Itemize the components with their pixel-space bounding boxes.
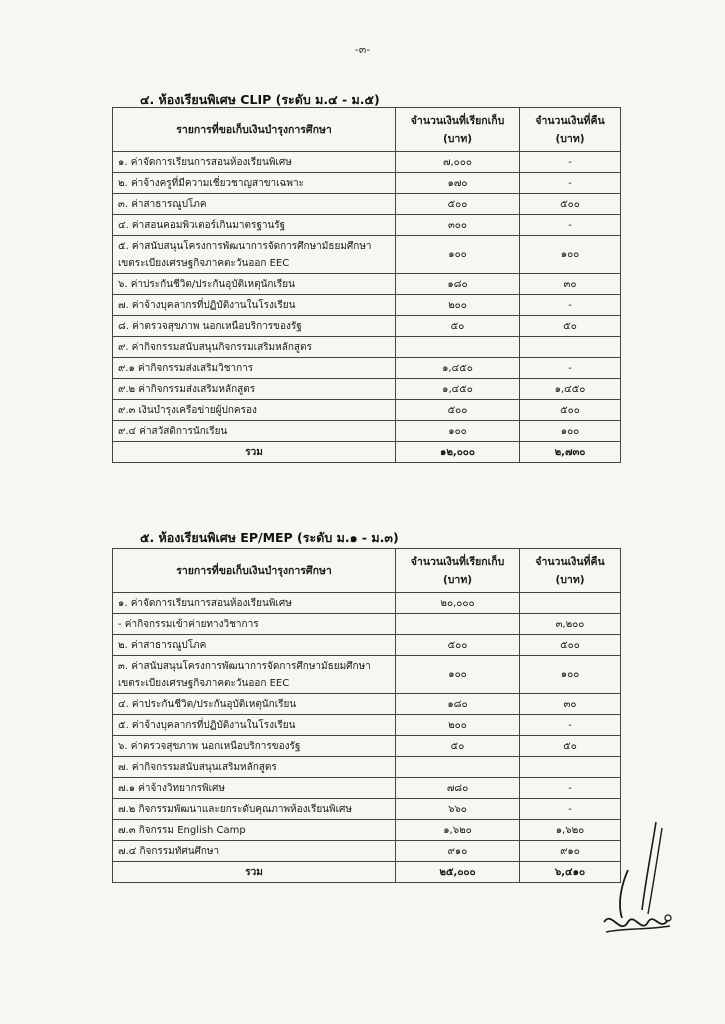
row-collect-amount: ๑๐๐ xyxy=(396,236,520,274)
header-collect-line2: (บาท) xyxy=(442,573,473,586)
page-number: -๓- xyxy=(354,43,371,56)
row-item: ๖. ค่าตรวจสุขภาพ นอกเหนือบริการของรัฐ xyxy=(113,736,396,757)
table-row xyxy=(113,337,621,358)
row-refund-amount xyxy=(520,593,621,614)
table-row xyxy=(113,820,621,841)
row-item: - ค่ากิจกรรมเข้าค่ายทางวิชาการ xyxy=(113,614,396,635)
row-item xyxy=(113,656,396,694)
section-title-clip: ๔. ห้องเรียนพิเศษ CLIP (ระดับ ม.๔ - ม.๕) xyxy=(140,92,380,107)
row-item-line1: ๕. ค่าสนับสนุนโครงการพัฒนาการจัดการศึกษามัธยมศึกษา xyxy=(118,240,372,252)
header-refund-line2: (บาท) xyxy=(555,132,585,145)
row-refund-amount: ๓๐ xyxy=(520,694,621,715)
row-item: ๔. ค่าสอนคอมพิวเตอร์เกินมาตรฐานรัฐ xyxy=(113,215,396,236)
row-collect-amount: ๕๐ xyxy=(396,736,520,757)
row-item: ๗.๓ กิจกรรม English Camp xyxy=(113,820,396,841)
total-label: รวม xyxy=(113,442,396,463)
row-collect-amount: ๑๐๐ xyxy=(396,421,520,442)
header-item: รายการที่ขอเก็บเงินบำรุงการศึกษา xyxy=(113,549,396,593)
row-collect-amount: ๑๗๐ xyxy=(396,173,520,194)
row-refund-amount: - xyxy=(520,215,621,236)
table-row xyxy=(113,593,621,614)
row-refund-amount: ๑,๔๕๐ xyxy=(520,379,621,400)
signature-image xyxy=(598,818,676,942)
total-refund-amount: ๒,๗๓๐ xyxy=(520,442,621,463)
table-row xyxy=(113,274,621,295)
header-refund xyxy=(520,549,621,593)
row-collect-amount: ๑,๖๒๐ xyxy=(396,820,520,841)
row-refund-amount: - xyxy=(520,778,621,799)
row-item: ๗. ค่ากิจกรรมสนับสนุนเสริมหลักสูตร xyxy=(113,757,396,778)
header-collect-line1: จำนวนเงินที่เรียกเก็บ xyxy=(410,114,505,127)
row-item: ๗.๔ กิจกรรมทัศนศึกษา xyxy=(113,841,396,862)
total-collect-amount: ๑๒,๐๐๐ xyxy=(396,442,520,463)
section-title-ep-mep: ๕. ห้องเรียนพิเศษ EP/MEP (ระดับ ม.๑ - ม.๓) xyxy=(140,530,399,545)
row-item-line2: เขตระเบียงเศรษฐกิจภาคตะวันออก EEC xyxy=(118,257,290,269)
row-refund-amount: ๕๐๐ xyxy=(520,400,621,421)
row-refund-amount: - xyxy=(520,715,621,736)
row-collect-amount: ๒๐๐ xyxy=(396,715,520,736)
row-collect-amount xyxy=(396,337,520,358)
row-collect-amount: ๑๘๐ xyxy=(396,274,520,295)
row-collect-amount: ๗,๐๐๐ xyxy=(396,152,520,173)
header-collect-line1: จำนวนเงินที่เรียกเก็บ xyxy=(410,555,505,568)
table-row xyxy=(113,635,621,656)
total-label: รวม xyxy=(113,862,396,883)
total-row xyxy=(113,442,621,463)
row-refund-amount: ๕๐๐ xyxy=(520,635,621,656)
table-row xyxy=(113,778,621,799)
table-row xyxy=(113,400,621,421)
row-refund-amount: ๑๐๐ xyxy=(520,236,621,274)
row-refund-amount xyxy=(520,337,621,358)
table-body xyxy=(113,593,621,883)
row-refund-amount: ๙๑๐ xyxy=(520,841,621,862)
table-row xyxy=(113,715,621,736)
table-row xyxy=(113,358,621,379)
row-refund-amount: - xyxy=(520,295,621,316)
row-refund-amount: - xyxy=(520,358,621,379)
row-collect-amount xyxy=(396,614,520,635)
table-row xyxy=(113,295,621,316)
fee-table-ep-mep xyxy=(112,548,621,883)
row-item: ๙.๑ ค่ากิจกรรมส่งเสริมวิชาการ xyxy=(113,358,396,379)
table-row xyxy=(113,421,621,442)
row-item: ๘. ค่าตรวจสุขภาพ นอกเหนือบริการของรัฐ xyxy=(113,316,396,337)
row-refund-amount: - xyxy=(520,152,621,173)
header-collect xyxy=(396,549,520,593)
row-item: ๒. ค่าจ้างครูที่มีความเชี่ยวชาญสาขาเฉพาะ xyxy=(113,173,396,194)
header-item: รายการที่ขอเก็บเงินบำรุงการศึกษา xyxy=(113,108,396,152)
row-item: ๕. ค่าจ้างบุคลากรที่ปฏิบัติงานในโรงเรียน xyxy=(113,715,396,736)
row-collect-amount: ๒๐,๐๐๐ xyxy=(396,593,520,614)
table-row xyxy=(113,379,621,400)
table-row xyxy=(113,736,621,757)
header-refund-line1: จำนวนเงินที่คืน xyxy=(535,114,605,127)
total-collect-amount: ๒๕,๐๐๐ xyxy=(396,862,520,883)
row-item: ๗. ค่าจ้างบุคลากรที่ปฏิบัติงานในโรงเรียน xyxy=(113,295,396,316)
row-refund-amount: ๑๐๐ xyxy=(520,656,621,694)
row-collect-amount: ๑๐๐ xyxy=(396,656,520,694)
row-collect-amount: ๕๐๐ xyxy=(396,400,520,421)
row-refund-amount: ๑๐๐ xyxy=(520,421,621,442)
row-item: ๗.๑ ค่าจ้างวิทยากรพิเศษ xyxy=(113,778,396,799)
table-row xyxy=(113,316,621,337)
table-row xyxy=(113,841,621,862)
table-row xyxy=(113,215,621,236)
row-item: ๓. ค่าสาธารณูปโภค xyxy=(113,194,396,215)
header-refund xyxy=(520,108,621,152)
row-refund-amount: ๓๐ xyxy=(520,274,621,295)
row-item: ๙.๒ ค่ากิจกรรมส่งเสริมหลักสูตร xyxy=(113,379,396,400)
table-row xyxy=(113,194,621,215)
table-row xyxy=(113,152,621,173)
table-row xyxy=(113,757,621,778)
table-row xyxy=(113,799,621,820)
table-row xyxy=(113,236,621,274)
row-refund-amount: ๕๐๐ xyxy=(520,194,621,215)
row-item xyxy=(113,236,396,274)
row-refund-amount: - xyxy=(520,799,621,820)
table-row xyxy=(113,694,621,715)
row-item: ๗.๒ กิจกรรมพัฒนาและยกระดับคุณภาพห้องเรียนพิเศษ xyxy=(113,799,396,820)
row-collect-amount: ๕๐๐ xyxy=(396,194,520,215)
row-refund-amount: ๑,๖๒๐ xyxy=(520,820,621,841)
header-refund-line2: (บาท) xyxy=(555,573,585,586)
row-item: ๔. ค่าประกันชีวิต/ประกันอุบัติเหตุนักเรียน xyxy=(113,694,396,715)
row-collect-amount: ๒๐๐ xyxy=(396,295,520,316)
row-item: ๒. ค่าสาธารณูปโภค xyxy=(113,635,396,656)
row-collect-amount: ๕๐๐ xyxy=(396,635,520,656)
row-refund-amount: ๕๐ xyxy=(520,736,621,757)
header-refund-line1: จำนวนเงินที่คืน xyxy=(535,555,605,568)
row-item-line2: เขตระเบียงเศรษฐกิจภาคตะวันออก EEC xyxy=(118,677,290,689)
table-body xyxy=(113,152,621,463)
row-item: ๑. ค่าจัดการเรียนการสอนห้องเรียนพิเศษ xyxy=(113,152,396,173)
header-collect-line2: (บาท) xyxy=(442,132,473,145)
row-refund-amount: ๓,๒๐๐ xyxy=(520,614,621,635)
header-collect xyxy=(396,108,520,152)
row-collect-amount: ๕๐ xyxy=(396,316,520,337)
row-item: ๙.๓ เงินบำรุงเครือข่ายผู้ปกครอง xyxy=(113,400,396,421)
table-row xyxy=(113,614,621,635)
row-collect-amount xyxy=(396,757,520,778)
table-row xyxy=(113,173,621,194)
fee-table-clip xyxy=(112,107,621,463)
total-row xyxy=(113,862,621,883)
table-row xyxy=(113,656,621,694)
row-refund-amount xyxy=(520,757,621,778)
row-item: ๖. ค่าประกันชีวิต/ประกันอุบัติเหตุนักเรียน xyxy=(113,274,396,295)
row-collect-amount: ๑,๔๕๐ xyxy=(396,358,520,379)
row-collect-amount: ๗๘๐ xyxy=(396,778,520,799)
row-item: ๙.๔ ค่าสวัสดิการนักเรียน xyxy=(113,421,396,442)
row-item: ๙. ค่ากิจกรรมสนับสนุนกิจกรรมเสริมหลักสูตร xyxy=(113,337,396,358)
row-item-line1: ๓. ค่าสนับสนุนโครงการพัฒนาการจัดการศึกษามัธยมศึกษา xyxy=(118,660,371,672)
row-refund-amount: - xyxy=(520,173,621,194)
row-collect-amount: ๑๘๐ xyxy=(396,694,520,715)
total-refund-amount: ๖,๔๑๐ xyxy=(520,862,621,883)
row-collect-amount: ๖๖๐ xyxy=(396,799,520,820)
row-collect-amount: ๓๐๐ xyxy=(396,215,520,236)
row-collect-amount: ๑,๔๕๐ xyxy=(396,379,520,400)
row-item: ๑. ค่าจัดการเรียนการสอนห้องเรียนพิเศษ xyxy=(113,593,396,614)
row-collect-amount: ๙๑๐ xyxy=(396,841,520,862)
row-refund-amount: ๕๐ xyxy=(520,316,621,337)
